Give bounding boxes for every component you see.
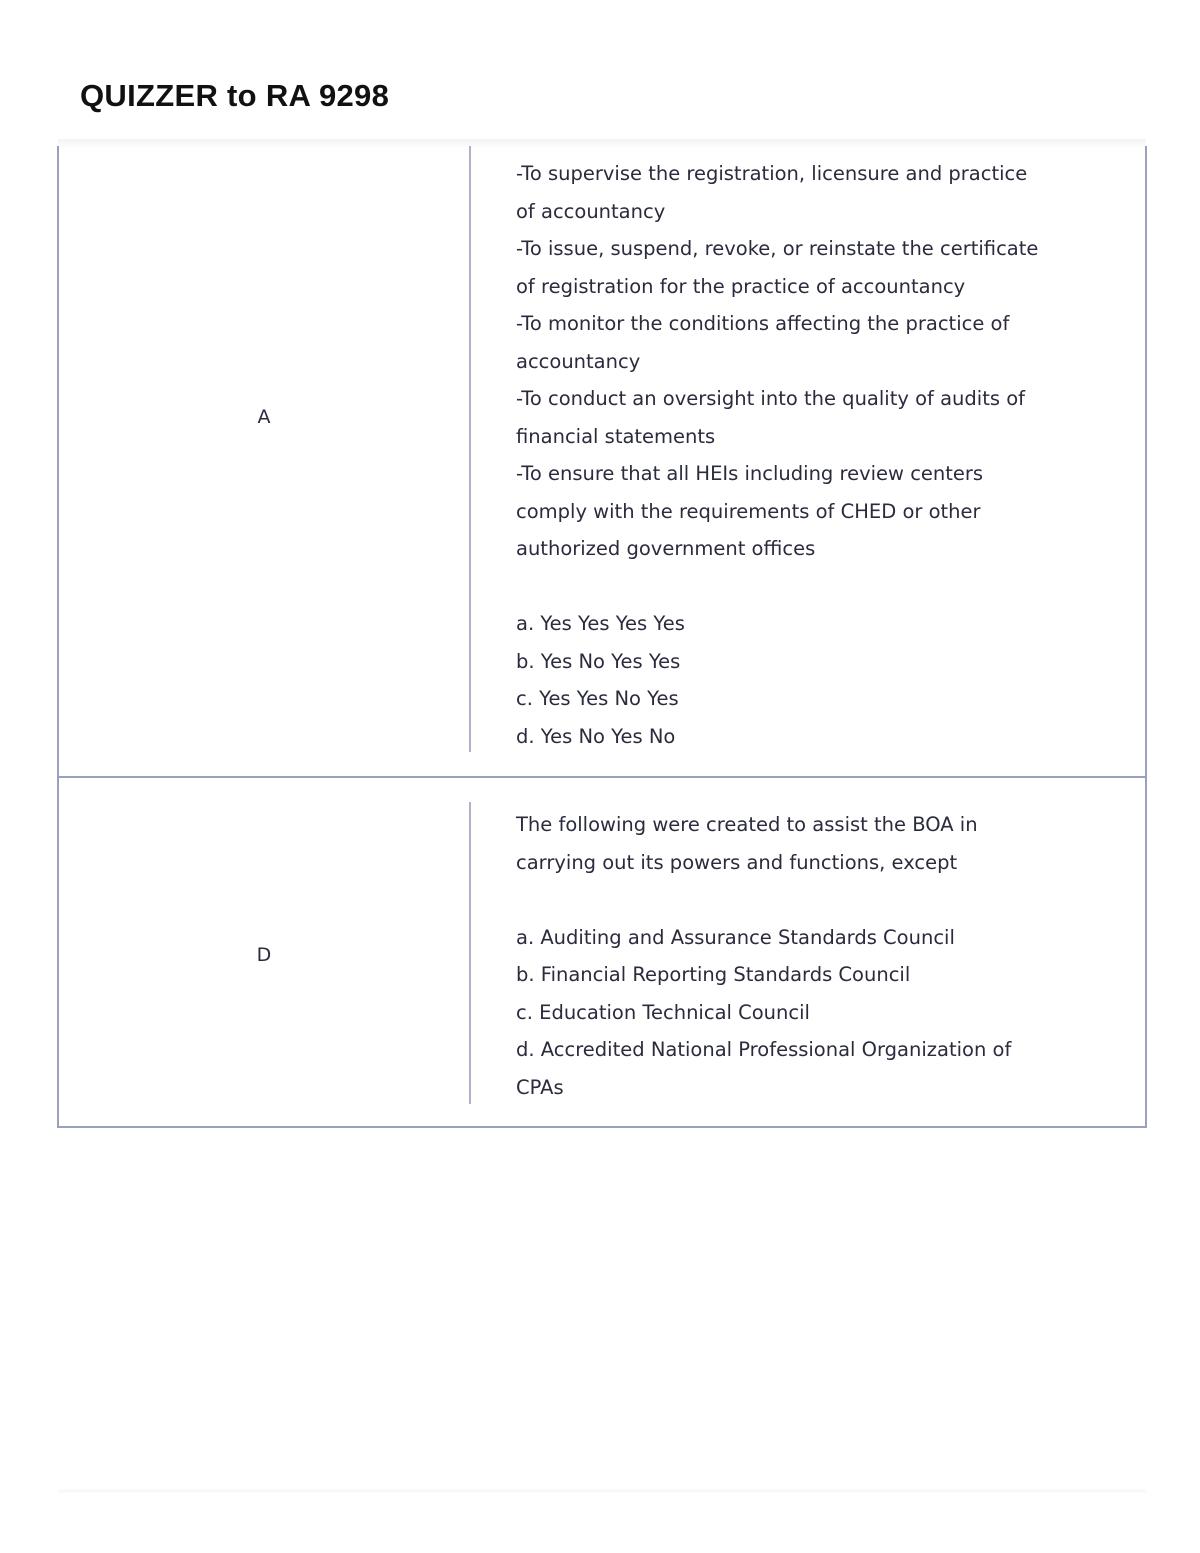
- definition-line: of registration for the practice of accountancy: [516, 274, 966, 298]
- choice-c: c. Education Technical Council: [516, 1000, 810, 1024]
- definition-line: accountancy: [516, 349, 641, 373]
- card-divider: [469, 146, 471, 752]
- choice-a: a. Yes Yes Yes Yes: [516, 612, 685, 635]
- definition-line: -To issue, suspend, revoke, or reinstate the certificate: [516, 237, 1039, 260]
- definition-line: authorized government offices: [516, 537, 816, 560]
- flashcard-d: [57, 776, 1147, 1128]
- choice-d: d. Yes No Yes No: [516, 724, 676, 748]
- definition-line: -To conduct an oversight into the quality of audits of: [516, 387, 1025, 410]
- card-divider: [469, 802, 471, 1104]
- card-term: A: [257, 406, 271, 428]
- page-title: QUIZZER to RA 9298: [80, 78, 390, 113]
- definition-line: The following were created to assist the BOA in: [516, 813, 978, 836]
- choice-b: b. Financial Reporting Standards Council: [516, 963, 911, 986]
- choice-d-continued: CPAs: [516, 1075, 564, 1099]
- choice-a: a. Auditing and Assurance Standards Council: [516, 925, 955, 949]
- flashcard-a: [57, 146, 1147, 778]
- choice-d: d. Accredited National Professional Organization of: [516, 1038, 1012, 1061]
- definition-line: -To supervise the registration, licensure and practice: [516, 162, 1028, 185]
- definition-line: -To ensure that all HEIs including review centers: [516, 462, 984, 485]
- blank-line: [516, 881, 1086, 919]
- card-definition: [516, 806, 1086, 1106]
- choice-c: c. Yes Yes No Yes: [516, 687, 679, 710]
- card-definition: [516, 155, 1086, 755]
- footer-shadow: [58, 1488, 1146, 1494]
- definition-line: -To monitor the conditions affecting the practice of: [516, 312, 1010, 335]
- definition-line: carrying out its powers and functions, except: [516, 850, 958, 874]
- card-term: D: [256, 944, 272, 966]
- choice-b: b. Yes No Yes Yes: [516, 649, 681, 673]
- definition-line: comply with the requirements of CHED or other: [516, 499, 981, 523]
- definition-line: of accountancy: [516, 199, 666, 223]
- blank-line: [516, 568, 1086, 606]
- definition-line: financial statements: [516, 424, 716, 448]
